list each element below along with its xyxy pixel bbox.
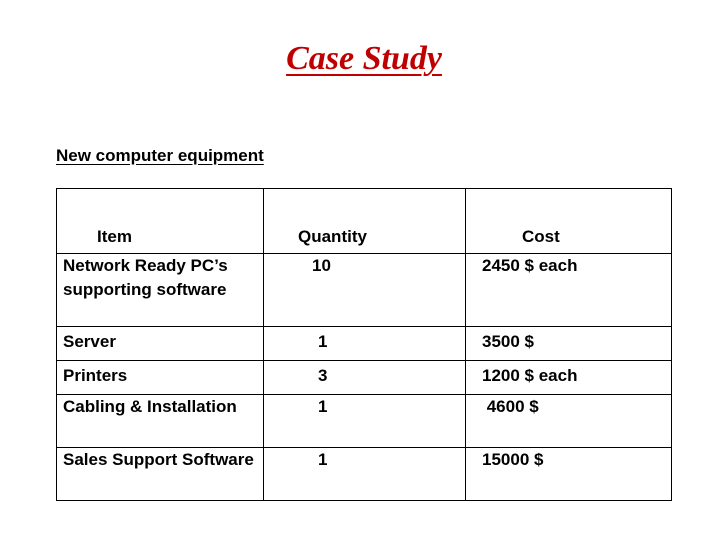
item-cell: Sales Support Software [57,448,264,501]
header-quantity: Quantity [264,189,466,254]
item-cell: Cabling & Installation [57,395,264,448]
table-row [57,448,672,501]
quantity-cell: 1 [264,327,466,361]
cost-cell: 1200 $ each [466,361,672,395]
item-cell: Network Ready PC’s supporting software [57,254,264,327]
quantity-cell: 1 [264,448,466,501]
table-row [57,254,672,327]
table-row [57,395,672,448]
quantity-cell: 1 [264,395,466,448]
section-subtitle: New computer equipment [56,146,264,165]
cost-cell: 4600 $ [466,395,672,448]
table-row [57,327,672,361]
cost-cell: 3500 $ [466,327,672,361]
quantity-cell: 3 [264,361,466,395]
table-row [57,361,672,395]
header-cost: Cost [466,189,672,254]
quantity-cell: 10 [264,254,466,327]
item-cell: Printers [57,361,264,395]
item-cell: Server [57,327,264,361]
equipment-table [56,188,672,501]
table-header-row [57,189,672,254]
page-title: Case Study [286,40,442,77]
cost-cell: 2450 $ each [466,254,672,327]
cost-cell: 15000 $ [466,448,672,501]
header-item: Item [57,189,264,254]
